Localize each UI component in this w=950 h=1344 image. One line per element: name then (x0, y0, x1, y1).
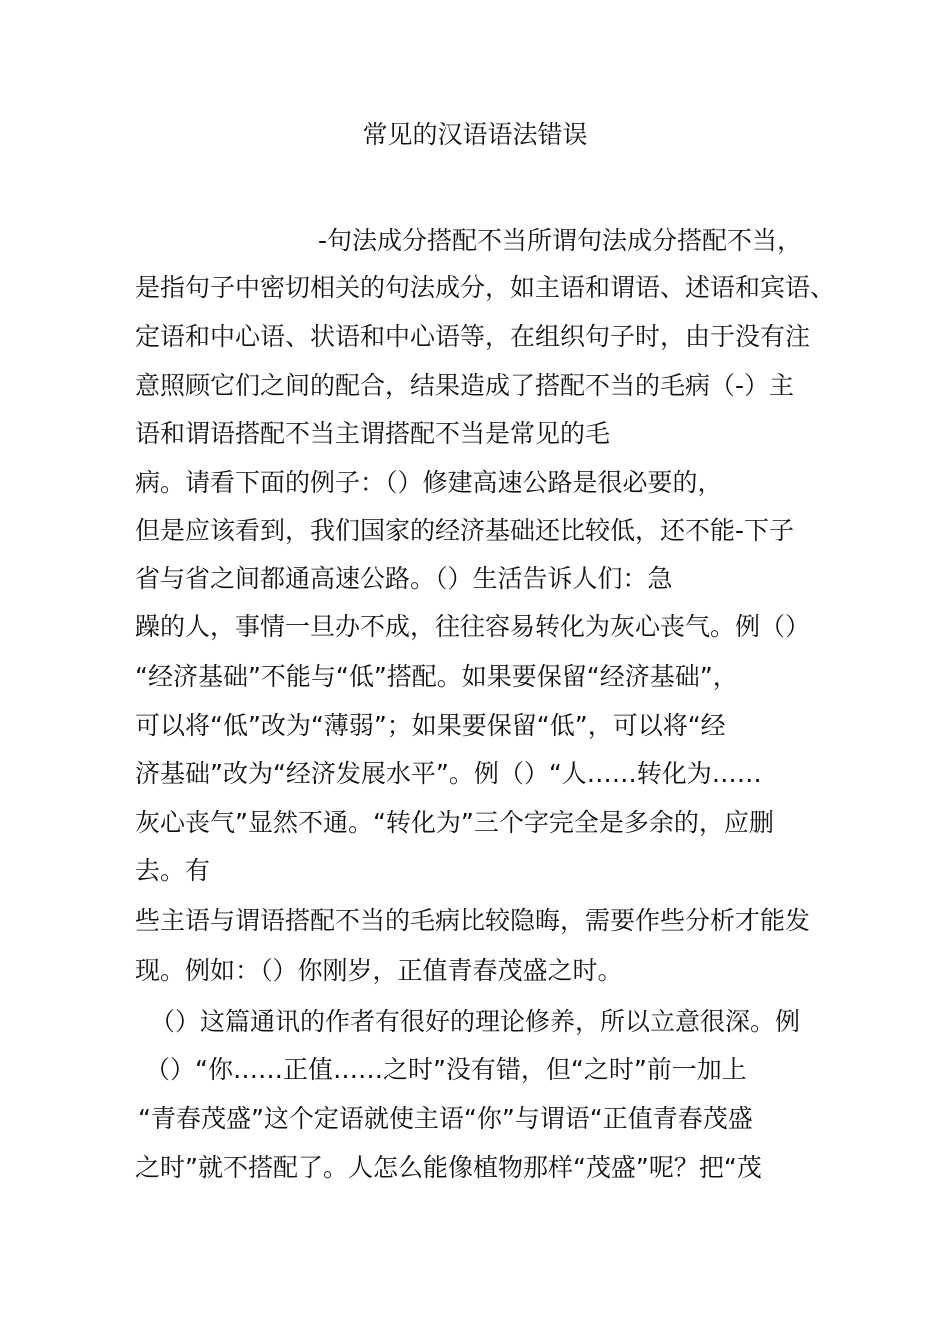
paragraph-line: （）“你……正值……之时”没有错，但“之时”前一加上 (145, 1055, 747, 1084)
paragraph-line: 之时”就不搭配了。人怎么能像植物那样“茂盛”呢？把“茂 (135, 1153, 762, 1182)
paragraph-line: 济基础”改为“经济发展水平”。例（）“人……转化为…… (135, 759, 762, 788)
paragraph-line: 去。有 (135, 856, 211, 885)
paragraph-line: 但是应该看到，我们国家的经济基础还比较低，还不能-下子 (135, 516, 795, 545)
paragraph-line: 些主语与谓语搭配不当的毛病比较隐晦，需要作些分析才能发 (135, 906, 811, 935)
paragraph-line: 省与省之间都通高速公路。（）生活告诉人们：急 (135, 564, 673, 593)
paragraph-line: 语和谓语搭配不当主谓搭配不当是常见的毛 (135, 419, 611, 448)
paragraph-line: 现。例如：（）你刚岁，正值青春茂盛之时。 (135, 956, 623, 985)
paragraph-line: 躁的人，事情一旦办不成，往往容易转化为灰心丧气。例（） (135, 612, 811, 641)
paragraph-line: 是指句子中密切相关的句法成分，如主语和谓语、述语和宾语、 (135, 273, 836, 302)
paragraph-line: 病。请看下面的例子：（）修建高速公路是很必要的， (135, 468, 723, 497)
paragraph-line: 可以将“低”改为“薄弱”；如果要保留“低”，可以将“经 (135, 711, 726, 740)
document-title: 常见的汉语语法错误 (362, 120, 588, 149)
paragraph-line: 意照顾它们之间的配合，结果造成了搭配不当的毛病（-）主 (135, 371, 795, 400)
paragraph-line: -句法成分搭配不当所谓句法成分搭配不当， (318, 226, 803, 255)
paragraph-line: 灰心丧气”显然不通。“转化为”三个字完全是多余的，应删 (135, 808, 774, 837)
paragraph-line: “青春茂盛”这个定语就使主语“你”与谓语“正值青春茂盛 (138, 1104, 753, 1133)
paragraph-line: “经济基础”不能与“低”搭配。如果要保留“经济基础”， (135, 662, 738, 691)
paragraph-line: 定语和中心语、状语和中心语等，在组织句子时，由于没有注 (135, 322, 811, 351)
paragraph-line: （）这篇通讯的作者有很好的理论修养，所以立意很深。例 (150, 1007, 801, 1036)
